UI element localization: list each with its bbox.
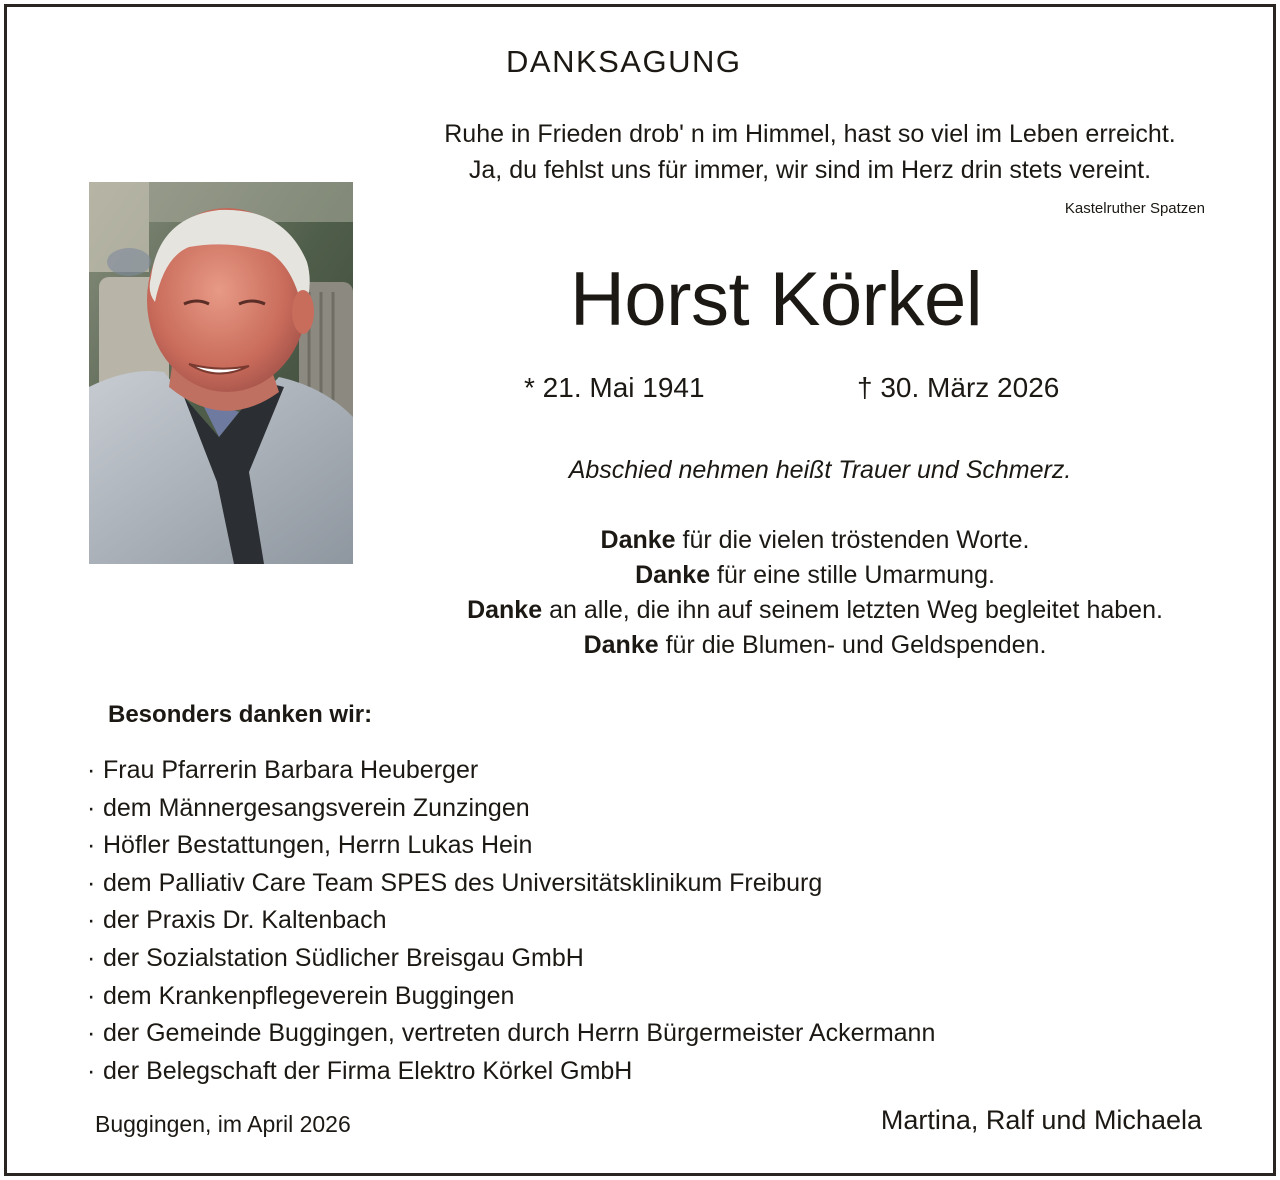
deceased-name: Horst Körkel xyxy=(570,257,983,342)
bullet-glyph: · xyxy=(87,906,96,935)
thanks-line xyxy=(380,561,1250,590)
list-item-text: dem Männergesangsverein Zunzingen xyxy=(103,793,530,822)
farewell-tagline: Abschied nehmen heißt Trauer und Schmerz. xyxy=(568,456,1072,484)
bullet-glyph: · xyxy=(87,793,96,822)
list-item xyxy=(87,1016,935,1054)
death-date: † 30. März 2026 xyxy=(857,372,1060,403)
list-item-text: der Sozialstation Südlicher Breisgau GmbH xyxy=(103,943,584,972)
thanks-line-bold: Danke xyxy=(635,561,711,589)
thanks-line-text: an alle, die ihn auf seinem letzten Weg begleitet haben. xyxy=(542,596,1163,624)
thanks-line-bold: Danke xyxy=(600,526,676,554)
thanks-line-bold: Danke xyxy=(467,596,543,624)
portrait-photo xyxy=(89,182,353,564)
bullet-glyph: · xyxy=(87,1056,96,1085)
signatories: Martina, Ralf und Michaela xyxy=(880,1105,1202,1135)
list-item-text: dem Palliativ Care Team SPES des Universitätsklinikum Freiburg xyxy=(103,868,823,897)
quote-line-2: Ja, du fehlst uns für immer, wir sind im Herz drin stets vereint. xyxy=(468,156,1152,184)
thanks-line xyxy=(380,596,1250,625)
bullet-glyph: · xyxy=(87,868,96,897)
list-item xyxy=(87,866,935,904)
list-item xyxy=(87,791,935,829)
thanks-line xyxy=(380,631,1250,660)
place-and-date: Buggingen, im April 2026 xyxy=(95,1111,351,1137)
bullet-glyph: · xyxy=(87,943,96,972)
list-item-text: der Praxis Dr. Kaltenbach xyxy=(103,906,387,935)
thanks-line-text: für die vielen tröstenden Worte. xyxy=(675,526,1030,554)
bullet-glyph: · xyxy=(87,1019,96,1048)
list-item xyxy=(87,753,935,791)
list-item-text: der Gemeinde Buggingen, vertreten durch Herrn Bürgermeister Ackermann xyxy=(103,1019,936,1048)
quote-source: Kastelruther Spatzen xyxy=(1064,200,1205,217)
birth-date: * 21. Mai 1941 xyxy=(524,372,705,403)
thanks-line-text: für eine stille Umarmung. xyxy=(710,561,995,589)
bullet-glyph: · xyxy=(87,981,96,1010)
bullet-glyph: · xyxy=(87,756,96,784)
thanks-line-bold: Danke xyxy=(583,631,659,659)
list-item xyxy=(87,941,935,979)
list-item xyxy=(87,979,935,1017)
list-item xyxy=(87,828,935,866)
list-item-text: der Belegschaft der Firma Elektro Körkel GmbH xyxy=(103,1056,633,1085)
list-item xyxy=(87,1054,935,1092)
quote-line-1: Ruhe in Frieden drob' n im Himmel, hast so viel im Leben erreicht. xyxy=(444,120,1176,148)
special-thanks-list xyxy=(87,753,935,1091)
list-item-text: Frau Pfarrerin Barbara Heuberger xyxy=(103,756,479,784)
thanks-line xyxy=(380,526,1250,555)
list-item-text: Höfler Bestattungen, Herrn Lukas Hein xyxy=(103,831,533,860)
special-thanks-heading: Besonders danken wir: xyxy=(108,701,373,728)
bullet-glyph: · xyxy=(87,831,96,860)
thanks-line-text: für die Blumen- und Geldspenden. xyxy=(658,631,1047,659)
list-item xyxy=(87,903,935,941)
list-item-text: dem Krankenpflegeverein Buggingen xyxy=(103,981,515,1010)
notice-heading: DANKSAGUNG xyxy=(506,44,742,79)
